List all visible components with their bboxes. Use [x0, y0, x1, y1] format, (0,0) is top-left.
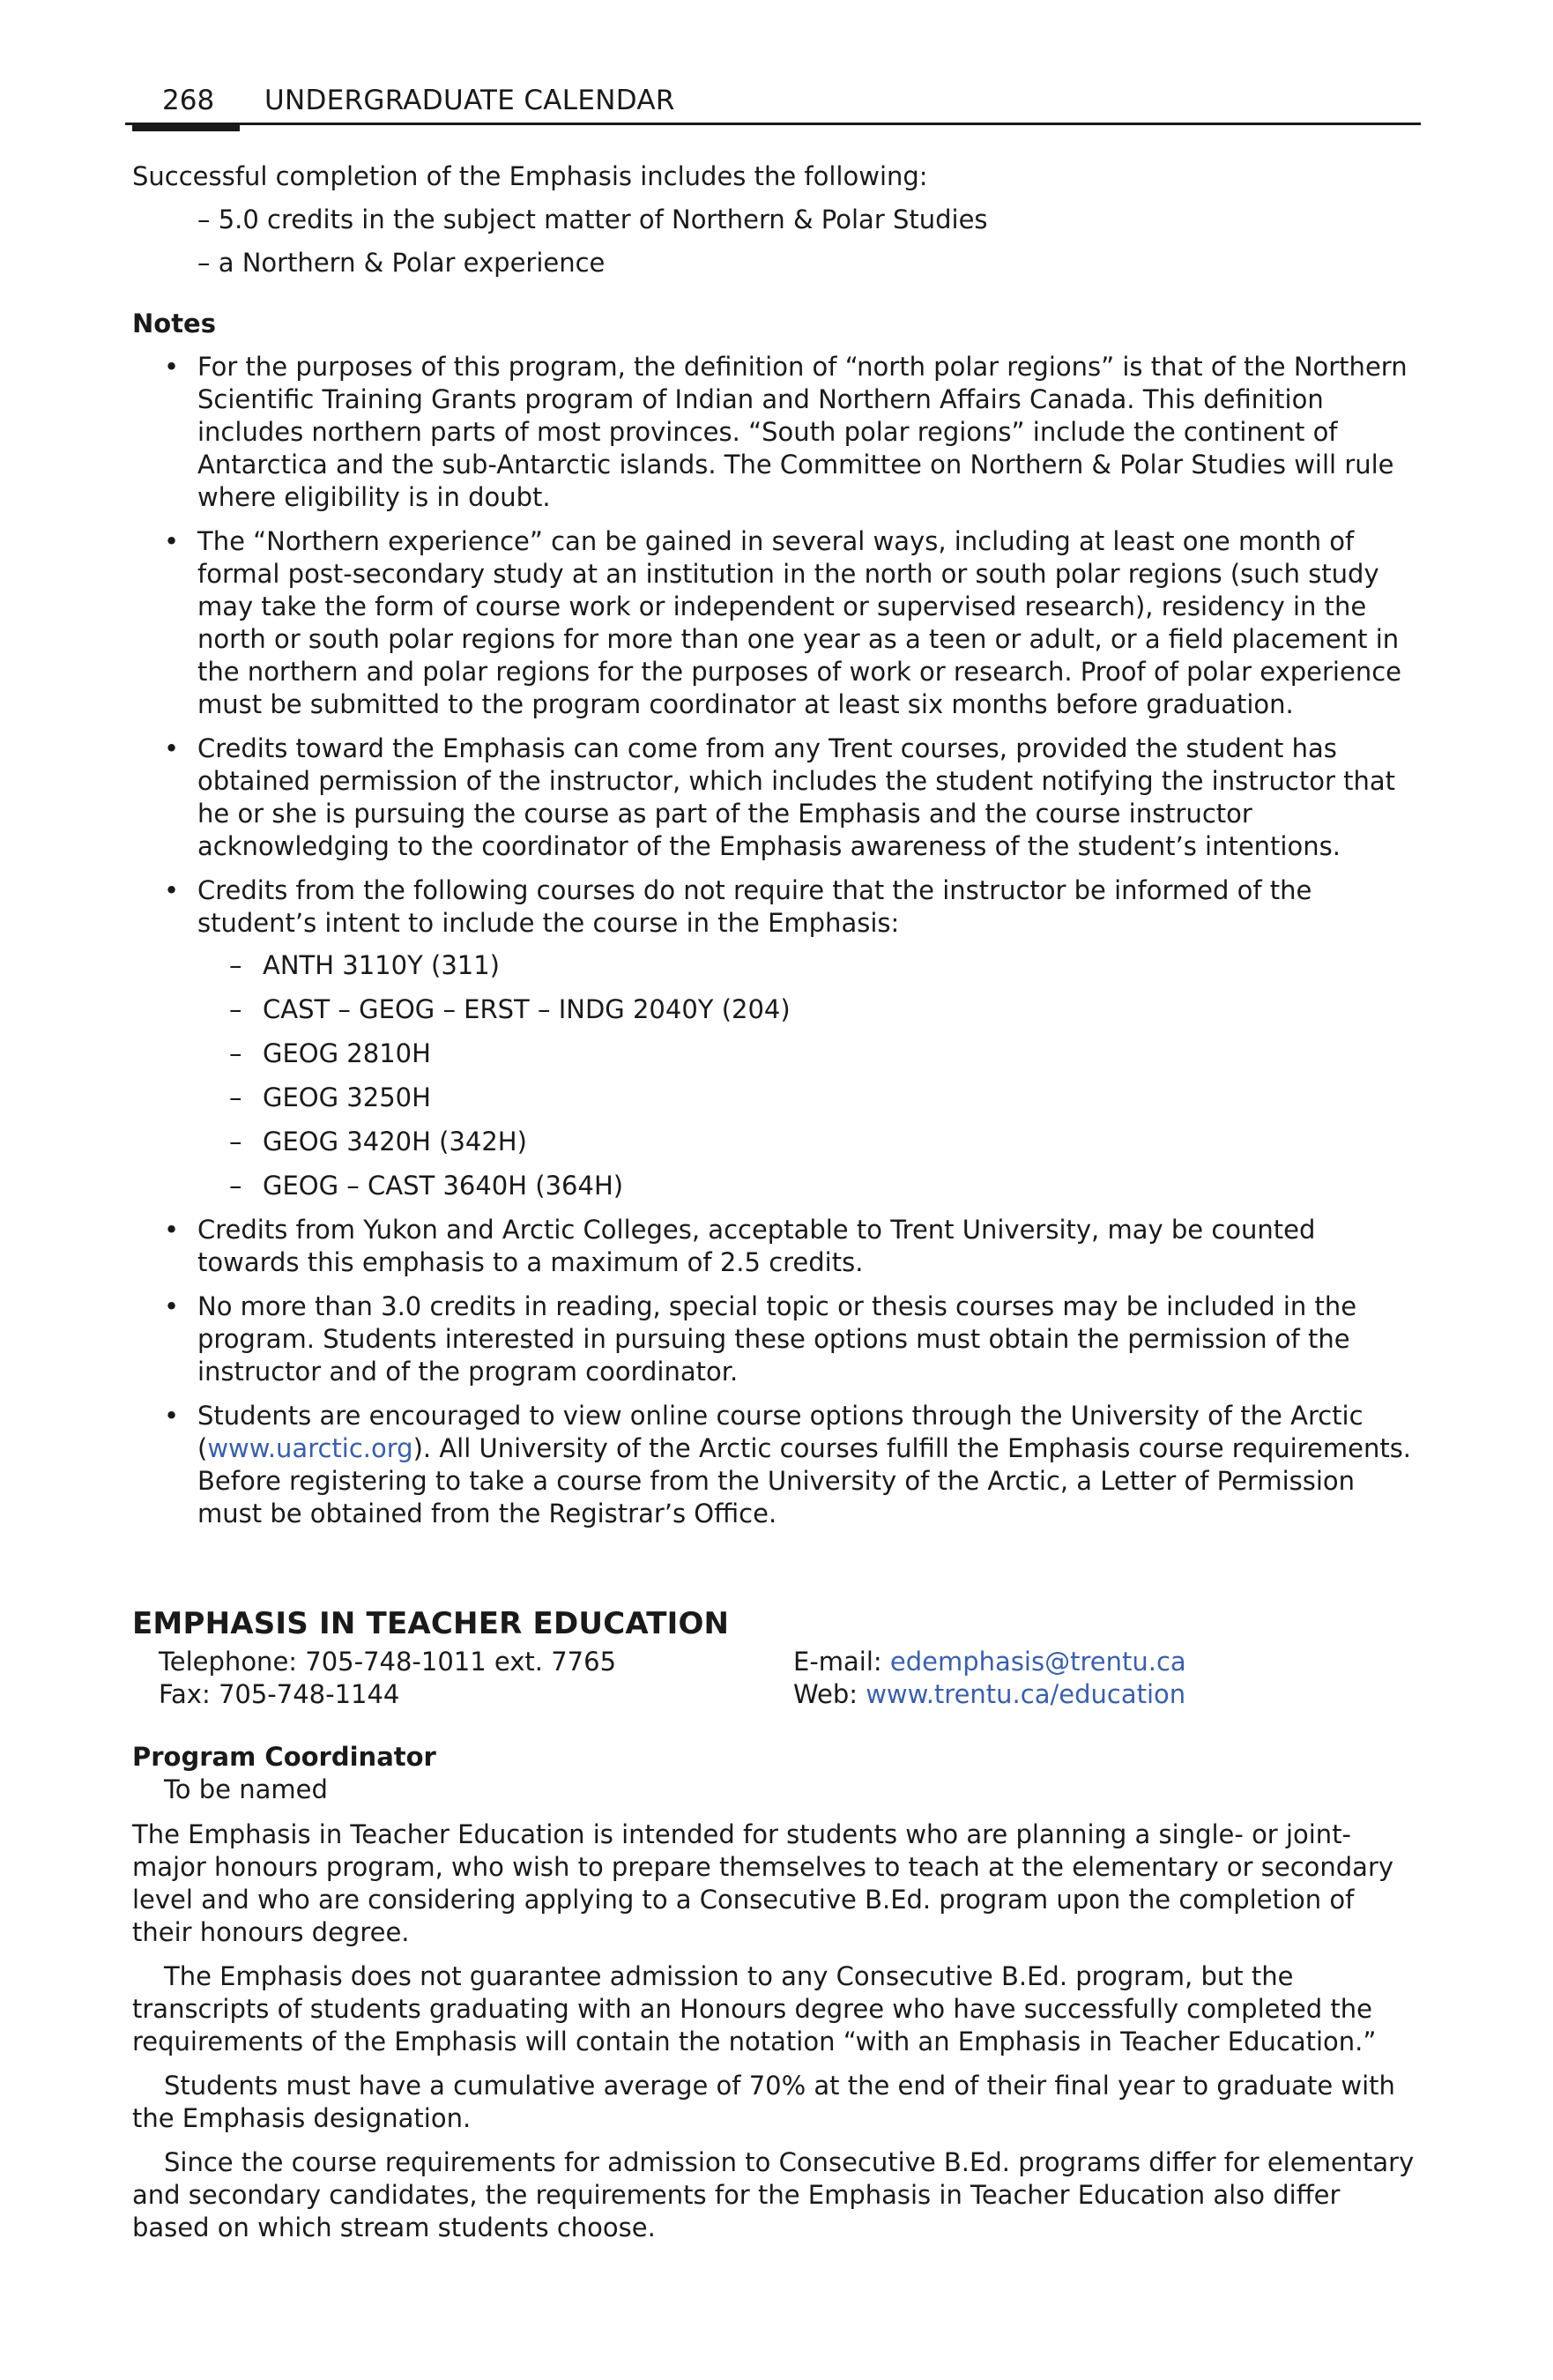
uarctic-link[interactable]: www.uarctic.org [207, 1433, 413, 1463]
note-item [132, 1400, 1421, 1530]
email-link[interactable]: edemphasis@trentu.ca [889, 1647, 1186, 1677]
page-content [132, 160, 1421, 2256]
note-item: • Credits from Yukon and Arctic Colleges, acceptable to Trent University, may be counted towards this emphasis to a maximum of 2.5 credits. [132, 1214, 1421, 1279]
note-item: • No more than 3.0 credits in reading, special topic or thesis courses may be included in the program. Students interested in pursuing these options must obtain the permission of the instructor and of the program coordinator. [132, 1290, 1421, 1388]
notes-list [132, 351, 1421, 1530]
note-text: ). All University of the Arctic courses fulfill the Emphasis course requirements. Before registering to take a course from the University of the Arctic, a Letter of Permission must be obtained from the Registrar’s Office. [197, 1433, 1412, 1528]
contact-web-column [793, 1646, 1421, 1711]
body-paragraph: Students must have a cumulative average of 70% at the end of their final year to graduate with the Emphasis designation. [132, 2071, 1395, 2133]
note-text: Students are encouraged to view online course options through the University of the Arctic ( [197, 1401, 1364, 1463]
notes-heading: Notes [132, 309, 216, 338]
web-link[interactable]: www.trentu.ca/education [866, 1679, 1186, 1709]
telephone-text: Telephone: 705-748-1011 ext. 7765 [159, 1647, 617, 1677]
note-item: • Credits toward the Emphasis can come from any Trent courses, provided the student has obtained permission of the instructor, which includes the student notifying the instructor that he or she is pursuing the course as part of the Emphasis and the course instructor acknowledging to the coordinator of the Emphasis awareness of the student’s intentions. [132, 733, 1421, 863]
body-paragraph: The Emphasis in Teacher Education is intended for students who are planning a single- or joint-major honours program, who wish to prepare themselves to teach at the elementary or secondary level and who are considering applying to a Consecutive B.Ed. program upon the completion of their honours degree. [132, 1819, 1394, 1947]
web-line [793, 1678, 1421, 1711]
note-item: • The “Northern experience” can be gained in several ways, including at least one month of formal post-secondary study at an institution in the north or south polar regions (such study may take the form of course work or independent or supervised research), residency in the north or south polar regions for more than one year as a teen or adult, or a field placement in the northern and polar regions for the purposes of work or research. Proof of polar experience must be submitted to the program coordinator at least six months before graduation. [132, 525, 1421, 721]
header-rule [125, 123, 1421, 125]
fax-text: Fax: 705-748-1144 [159, 1679, 400, 1709]
intro-text: Successful completion of the Emphasis includes the following: [132, 161, 928, 191]
section-title: EMPHASIS IN TEACHER EDUCATION [132, 1606, 730, 1641]
contact-phone-column [159, 1646, 793, 1711]
contact-block [132, 1646, 1421, 1711]
page-header [125, 81, 1421, 125]
note-item: • For the purposes of this program, the definition of “north polar regions” is that of the Northern Scientific Training Grants program of Indian and Northern Affairs Canada. This definition includes northern parts of most provinces. “South polar regions” include the continent of Antarctica and the sub-Antarctic islands. The Committee on Northern & Polar Studies will rule where eligibility is in doubt. [132, 351, 1421, 514]
course-item: – GEOG 3250H [197, 1082, 1421, 1114]
running-title: UNDERGRADUATE CALENDAR [264, 85, 675, 116]
course-item: – GEOG – CAST 3640H (364H) [197, 1170, 1421, 1202]
coordinator-name: To be named [164, 1774, 328, 1804]
course-item: – GEOG 3420H (342H) [197, 1126, 1421, 1158]
note-item [132, 874, 1421, 1202]
course-item: – GEOG 2810H [197, 1038, 1421, 1070]
web-label: Web: [793, 1679, 866, 1709]
email-label: E-mail: [793, 1647, 890, 1677]
page-number: 268 [162, 85, 215, 116]
email-line [793, 1646, 1421, 1678]
coordinator-heading: Program Coordinator [132, 1742, 436, 1772]
course-item: – CAST – GEOG – ERST – INDG 2040Y (204) [197, 993, 1421, 1026]
body-paragraph: Since the course requirements for admission to Consecutive B.Ed. programs differ for elementary and secondary candidates, the requirements for the Emphasis in Teacher Education also differ based on which stream students choose. [132, 2147, 1415, 2242]
requirement-item: – a Northern & Polar experience [197, 248, 606, 278]
body-paragraph: The Emphasis does not guarantee admission to any Consecutive B.Ed. program, but the transcripts of students graduating with an Honours degree who have successfully completed the requirements of the Emphasis will contain the notation “with an Emphasis in Teacher Education.” [132, 1961, 1377, 2056]
note-text: Credits from the following courses do not require that the instructor be informed of the student’s intent to include the course in the Emphasis: [197, 875, 1312, 938]
requirement-item: – 5.0 credits in the subject matter of Northern & Polar Studies [197, 205, 988, 234]
course-item: – ANTH 3110Y (311) [197, 949, 1421, 982]
course-list [197, 949, 1421, 1202]
header-tab-bar [132, 123, 240, 131]
